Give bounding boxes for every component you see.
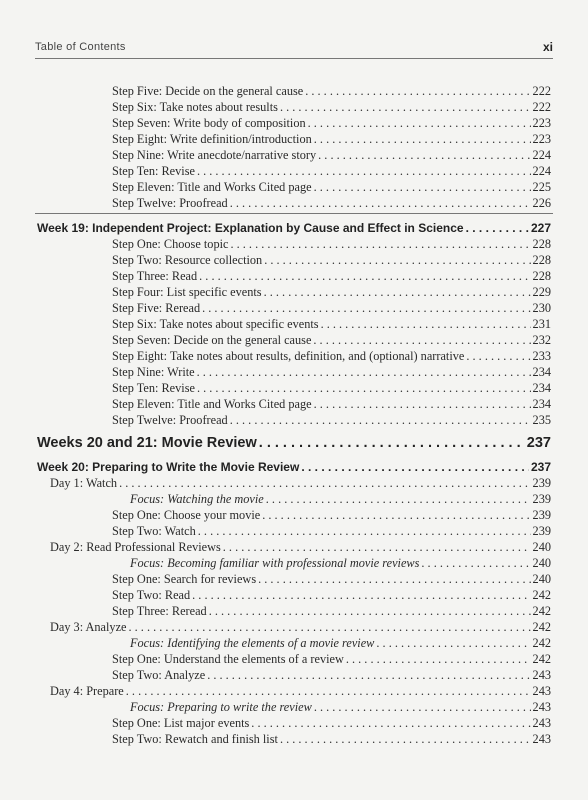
section-divider bbox=[35, 213, 553, 214]
dot-leader bbox=[262, 508, 530, 523]
toc-entry-step bbox=[112, 148, 551, 163]
toc-entry-page: 222 bbox=[532, 84, 551, 98]
toc-entry-label: Step Five: Decide on the general cause bbox=[112, 84, 304, 98]
toc-entry-label: Step Eight: Write definition/introduction bbox=[112, 132, 312, 146]
toc-entry-step bbox=[112, 652, 551, 667]
toc-entry-label: Step One: Search for reviews bbox=[112, 572, 257, 586]
dot-leader bbox=[126, 684, 531, 699]
dot-leader bbox=[209, 604, 531, 619]
toc-entry-page: 243 bbox=[532, 684, 551, 698]
toc-entry-label: Step Five: Reread bbox=[112, 301, 201, 315]
dot-leader bbox=[192, 588, 530, 603]
toc-entry-step bbox=[112, 253, 551, 268]
dot-leader bbox=[198, 524, 531, 539]
toc-entry-page: 242 bbox=[532, 636, 551, 650]
toc-entry-focus bbox=[130, 492, 551, 507]
header-page-number: xi bbox=[542, 40, 553, 54]
toc-entry-page: 234 bbox=[532, 365, 551, 379]
toc-entry-page: 222 bbox=[532, 100, 551, 114]
toc-entry-label: Week 19: Independent Project: Explanation by Cause and Effect in Science bbox=[37, 221, 464, 235]
dot-leader bbox=[199, 269, 530, 284]
toc-entry-label: Step One: List major events bbox=[112, 716, 250, 730]
toc-entry-day bbox=[50, 540, 551, 555]
toc-entry-label: Step Seven: Decide on the general cause bbox=[112, 333, 312, 347]
toc-entry-label: Focus: Becoming familiar with professional movie reviews bbox=[130, 556, 420, 570]
toc-entry-label: Step Three: Read bbox=[112, 269, 198, 283]
toc-entry-page: 227 bbox=[530, 221, 551, 235]
toc-entry-page: 224 bbox=[532, 148, 551, 162]
dot-leader bbox=[466, 349, 530, 364]
toc-entry-page: 240 bbox=[532, 540, 551, 554]
toc-entry-page: 239 bbox=[532, 508, 551, 522]
toc-entry-step bbox=[112, 381, 551, 396]
dot-leader bbox=[314, 700, 531, 715]
dot-leader bbox=[264, 285, 531, 300]
dot-leader bbox=[301, 460, 529, 475]
toc-entry-label: Step Six: Take notes about results bbox=[112, 100, 278, 114]
toc-entry-page: 234 bbox=[532, 381, 551, 395]
toc-entry-page: 239 bbox=[532, 524, 551, 538]
toc-entry-label: Step Twelve: Proofread bbox=[112, 413, 228, 427]
dot-leader bbox=[197, 381, 531, 396]
dot-leader bbox=[305, 84, 530, 99]
header-title: Table of Contents bbox=[35, 41, 126, 53]
toc-entry-week bbox=[37, 221, 551, 236]
toc-entry-focus bbox=[130, 700, 551, 715]
toc-entry-step bbox=[112, 397, 551, 412]
toc-entry-step bbox=[112, 301, 551, 316]
toc-entry-label: Step One: Understand the elements of a review bbox=[112, 652, 344, 666]
toc-entry-label: Step Four: List specific events bbox=[112, 285, 262, 299]
dot-leader bbox=[314, 397, 531, 412]
dot-leader bbox=[280, 732, 531, 747]
dot-leader bbox=[197, 365, 531, 380]
toc-entry-label: Day 2: Read Professional Reviews bbox=[50, 540, 221, 554]
toc-entry-page: 243 bbox=[532, 700, 551, 714]
toc-entry-step bbox=[112, 317, 551, 332]
toc-entry-step bbox=[112, 196, 551, 211]
toc-entry-page: 243 bbox=[532, 732, 551, 746]
dot-leader bbox=[266, 492, 531, 507]
toc-entry-page: 230 bbox=[532, 301, 551, 315]
toc-entry-page: 224 bbox=[532, 164, 551, 178]
toc-entry-label: Step Eleven: Title and Works Cited page bbox=[112, 180, 312, 194]
toc-entry-label: Step Two: Analyze bbox=[112, 668, 206, 682]
toc-entry-step bbox=[112, 524, 551, 539]
toc-entry-label: Step Two: Resource collection bbox=[112, 253, 263, 267]
toc-entry-step bbox=[112, 180, 551, 195]
dot-leader bbox=[318, 148, 530, 163]
toc-entry-page: 228 bbox=[532, 253, 551, 267]
toc-entry-page: 226 bbox=[532, 196, 551, 210]
dot-leader bbox=[223, 540, 531, 555]
toc-entry-page: 243 bbox=[532, 716, 551, 730]
toc-entry-page: 242 bbox=[532, 604, 551, 618]
toc-entry-page: 237 bbox=[526, 435, 551, 451]
dot-leader bbox=[314, 180, 531, 195]
toc-entry-step bbox=[112, 84, 551, 99]
toc-entry-page: 228 bbox=[532, 237, 551, 251]
dot-leader bbox=[230, 413, 531, 428]
toc-entry-label: Focus: Identifying the elements of a movie review bbox=[130, 636, 375, 650]
dot-leader bbox=[129, 620, 531, 635]
toc-entry-label: Step Two: Rewatch and finish list bbox=[112, 732, 278, 746]
toc-entry-label: Step Eight: Take notes about results, definition, and (optional) narrative bbox=[112, 349, 465, 363]
toc-entry-label: Weeks 20 and 21: Movie Review bbox=[37, 435, 257, 451]
dot-leader bbox=[321, 317, 531, 332]
dot-leader bbox=[202, 301, 530, 316]
toc-entry-step bbox=[112, 237, 551, 252]
toc-entry-label: Step Nine: Write anecdote/narrative story bbox=[112, 148, 317, 162]
dot-leader bbox=[230, 237, 530, 252]
dot-leader bbox=[314, 132, 531, 147]
toc-entry-page: 239 bbox=[532, 476, 551, 490]
toc-entry-label: Step Seven: Write body of composition bbox=[112, 116, 306, 130]
dot-leader bbox=[280, 100, 531, 115]
toc-entry-label: Week 20: Preparing to Write the Movie Review bbox=[37, 460, 300, 474]
dot-leader bbox=[207, 668, 530, 683]
toc-entry-label: Step Ten: Revise bbox=[112, 381, 195, 395]
toc-entry-step bbox=[112, 164, 551, 179]
dot-leader bbox=[466, 221, 529, 236]
toc-entry-label: Step Nine: Write bbox=[112, 365, 195, 379]
toc-entry-step bbox=[112, 116, 551, 131]
toc-entry-step bbox=[112, 333, 551, 348]
toc-entry-step bbox=[112, 349, 551, 364]
toc-entry-page: 225 bbox=[532, 180, 551, 194]
toc-entry-step bbox=[112, 588, 551, 603]
dot-leader bbox=[264, 253, 530, 268]
dot-leader bbox=[258, 572, 530, 587]
toc-entry-page: 228 bbox=[532, 269, 551, 283]
toc-entry-label: Step Six: Take notes about specific events bbox=[112, 317, 319, 331]
dot-leader bbox=[376, 636, 530, 651]
toc-entry-page: 232 bbox=[532, 333, 551, 347]
toc-entry-page: 229 bbox=[532, 285, 551, 299]
toc-entry-page: 240 bbox=[532, 572, 551, 586]
toc-entry-day bbox=[50, 476, 551, 491]
toc-entry-step bbox=[112, 100, 551, 115]
dot-leader bbox=[197, 164, 531, 179]
dot-leader bbox=[346, 652, 531, 667]
toc-entry-label: Step Two: Read bbox=[112, 588, 191, 602]
toc-entry-step bbox=[112, 269, 551, 284]
dot-leader bbox=[119, 476, 530, 491]
toc-entry-day bbox=[50, 620, 551, 635]
toc-entry-label: Day 3: Analyze bbox=[50, 620, 127, 634]
toc-entry-page: 223 bbox=[532, 132, 551, 146]
toc-entry-label: Focus: Preparing to write the review bbox=[130, 700, 312, 714]
toc-entry-page: 233 bbox=[532, 349, 551, 363]
toc-entry-page: 231 bbox=[532, 317, 551, 331]
toc-entry-page: 242 bbox=[532, 620, 551, 634]
dot-leader bbox=[313, 333, 530, 348]
toc-entry-day bbox=[50, 684, 551, 699]
toc-entry-page: 242 bbox=[532, 588, 551, 602]
toc-entry-focus bbox=[130, 556, 551, 571]
running-header bbox=[35, 40, 553, 59]
toc-entry-page: 240 bbox=[532, 556, 551, 570]
dot-leader bbox=[230, 196, 531, 211]
toc-entry-step bbox=[112, 508, 551, 523]
toc-entry-page: 239 bbox=[532, 492, 551, 506]
toc-entry-step bbox=[112, 716, 551, 731]
toc-entry-label: Focus: Watching the movie bbox=[130, 492, 264, 506]
toc-entry-section bbox=[37, 434, 551, 452]
toc-entry-label: Step Ten: Revise bbox=[112, 164, 195, 178]
toc-entry-page: 243 bbox=[532, 668, 551, 682]
toc-entry-label: Day 4: Prepare bbox=[50, 684, 124, 698]
toc-entry-page: 234 bbox=[532, 397, 551, 411]
toc-entry-step bbox=[112, 285, 551, 300]
toc-entry-week bbox=[37, 460, 551, 475]
toc-entry-label: Step Two: Watch bbox=[112, 524, 196, 538]
toc-entry-step bbox=[112, 572, 551, 587]
toc-entry-step bbox=[112, 413, 551, 428]
toc-entry-label: Step Twelve: Proofread bbox=[112, 196, 228, 210]
toc-entry-page: 235 bbox=[532, 413, 551, 427]
toc-entry-step bbox=[112, 604, 551, 619]
toc-entry-step bbox=[112, 365, 551, 380]
toc-entry-page: 223 bbox=[532, 116, 551, 130]
toc-entry-label: Step Three: Reread bbox=[112, 604, 207, 618]
dot-leader bbox=[308, 116, 531, 131]
toc-entry-step bbox=[112, 668, 551, 683]
toc-entry-label: Step Eleven: Title and Works Cited page bbox=[112, 397, 312, 411]
toc-entry-label: Day 1: Watch bbox=[50, 476, 118, 490]
toc-entry-focus bbox=[130, 636, 551, 651]
toc-entry-page: 237 bbox=[530, 460, 551, 474]
dot-leader bbox=[259, 434, 525, 452]
toc-entry-label: Step One: Choose topic bbox=[112, 237, 229, 251]
toc-entry-step bbox=[112, 132, 551, 147]
toc-entry-page: 242 bbox=[532, 652, 551, 666]
toc-entry-step bbox=[112, 732, 551, 747]
toc-entry-label: Step One: Choose your movie bbox=[112, 508, 261, 522]
dot-leader bbox=[421, 556, 530, 571]
dot-leader bbox=[251, 716, 530, 731]
